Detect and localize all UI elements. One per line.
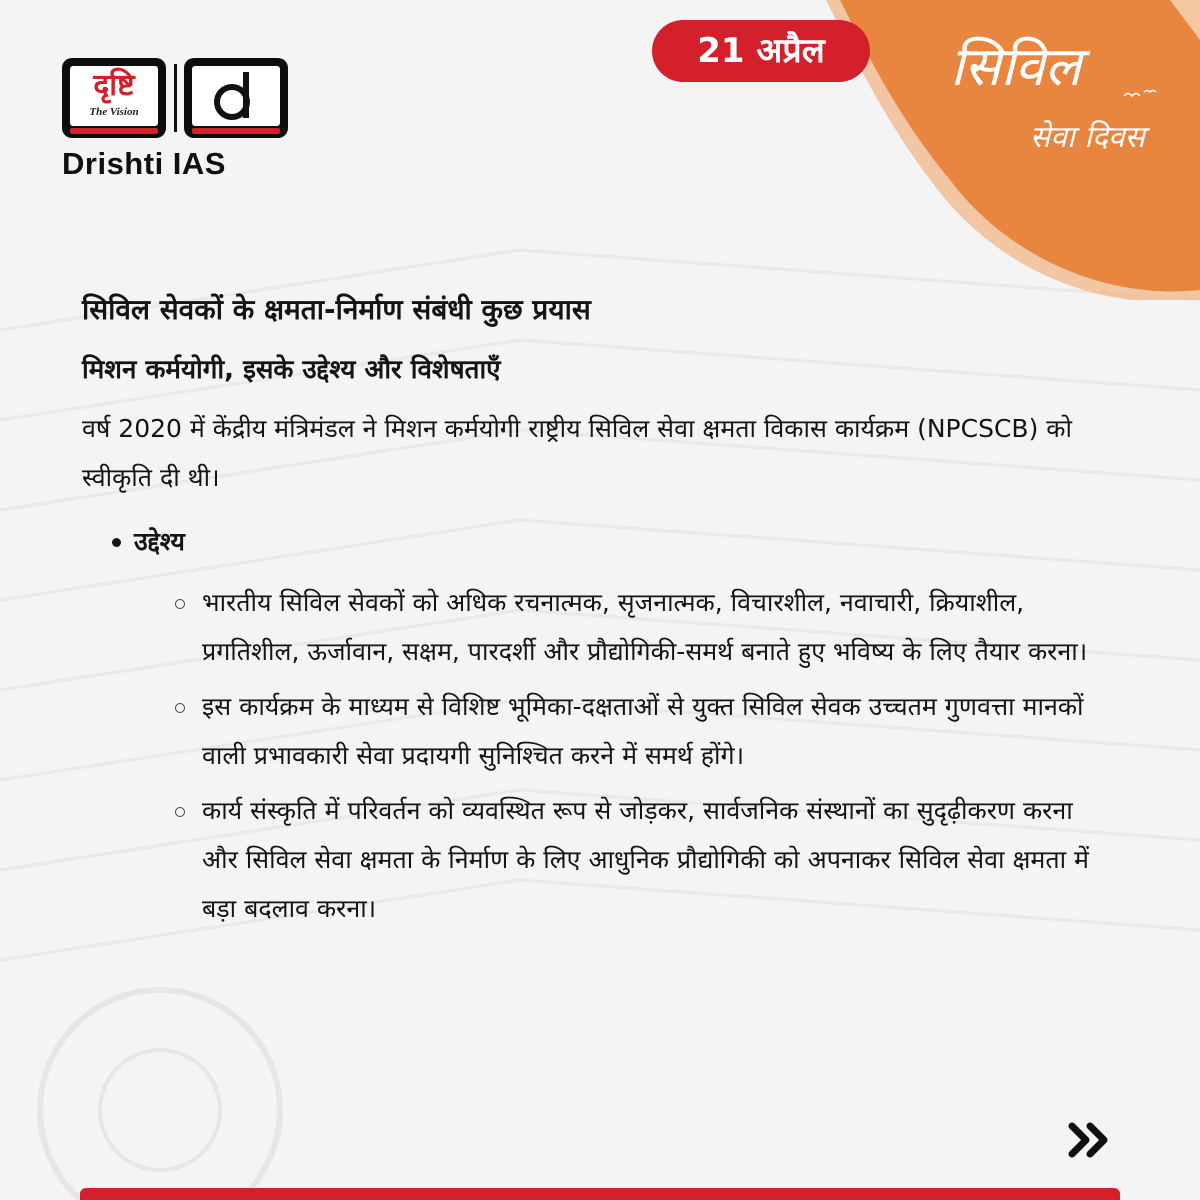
objective-text: भारतीय सिविल सेवकों को अधिक रचनात्मक, सृजनात्मक, विचारशील, नवाचारी, क्रियाशील, प्रगतिशील, ऊर्जावान, सक्षम, पारदर्शी और प्रौद्योगिकी-समर्थ बनाते हुए भविष्य के लिए तैयार करना। xyxy=(202,588,1088,666)
intro-paragraph: वर्ष 2020 में केंद्रीय मंत्रिमंडल ने मिशन कर्मयोगी राष्ट्रीय सिविल सेवा क्षमता विकास कार्यक्रम (NPCSCB) को स्वीकृति दी थी। xyxy=(82,414,1072,492)
bullet-circle xyxy=(175,703,185,713)
page-title: सिविल सेवकों के क्षमता-निर्माण संबंधी कुछ प्रयास xyxy=(82,293,591,326)
logo-drishti-box xyxy=(62,58,166,138)
double-chevron-right-icon[interactable] xyxy=(1066,1120,1112,1160)
logo-red-strip xyxy=(70,128,158,134)
list-item xyxy=(82,682,1102,780)
logo-tagline: The Vision xyxy=(89,106,139,118)
objective-text: कार्य संस्कृति में परिवर्तन को व्यवस्थित रूप से जोड़कर, सार्वजनिक संस्थानों का सुदृढ़ीकरण करना और सिविल सेवा क्षमता के निर्माण के लिए आधुनिक प्रौद्योगिकी को अपनाकर सिविल सेवा क्षमता में बड़ा बदलाव करना। xyxy=(202,796,1089,923)
logo-hindi-text: दृष्टि xyxy=(93,68,135,103)
event-title-line2: सेवा दिवस xyxy=(1030,120,1145,155)
objectives-heading xyxy=(82,520,1122,564)
logo-d-box xyxy=(184,58,288,138)
logo-divider xyxy=(174,64,177,132)
objectives-list xyxy=(82,578,1122,933)
section-subtitle: मिशन कर्मयोगी, इसके उद्देश्य और विशेषताएँ xyxy=(82,355,501,385)
bottom-accent-bar xyxy=(80,1188,1120,1200)
list-item xyxy=(82,578,1102,676)
brand-name: Drishti IAS xyxy=(62,146,226,181)
bullet-dot xyxy=(112,538,121,547)
list-item xyxy=(82,786,1102,933)
birds-icon xyxy=(1122,86,1162,106)
bullet-circle xyxy=(175,599,185,609)
main-content xyxy=(82,284,1122,939)
objective-text: इस कार्यक्रम के माध्यम से विशिष्ट भूमिका-दक्षताओं से युक्त सिविल सेवक उच्चतम गुणवत्ता मानकों वाली प्रभावकारी सेवा प्रदायगी सुनिश्चित करने में समर्थ होंगे। xyxy=(202,692,1084,770)
bullet-circle xyxy=(175,807,185,817)
date-badge: 21 अप्रैल xyxy=(652,20,870,82)
objectives-label: उद्देश्य xyxy=(134,527,185,556)
brand-logo[interactable] xyxy=(62,58,282,188)
event-title-line1: सिविल xyxy=(950,35,1082,98)
logo-d-icon xyxy=(184,58,288,138)
logo-inner xyxy=(70,66,158,126)
